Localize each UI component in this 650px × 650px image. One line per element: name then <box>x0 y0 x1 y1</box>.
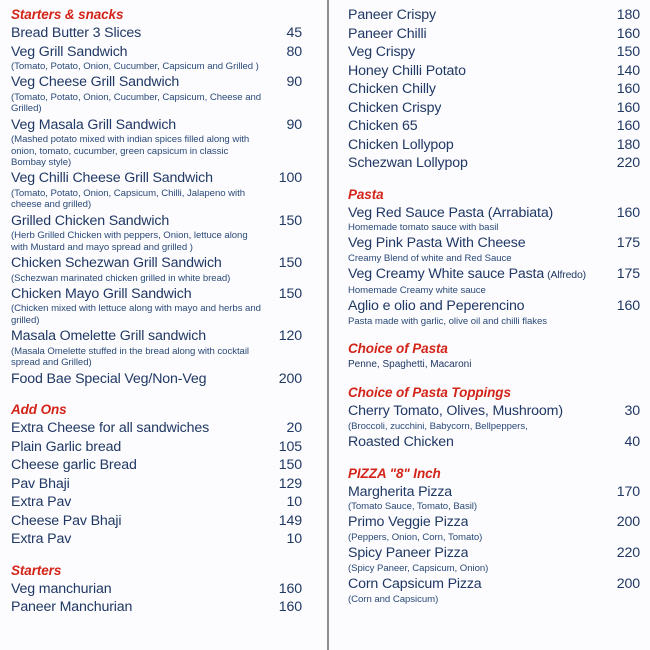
menu-item-row[interactable] <box>348 234 640 253</box>
menu-section <box>11 401 302 549</box>
menu-item-price: 150 <box>278 285 302 302</box>
menu-item-name: Chicken 65 <box>348 118 418 134</box>
menu-item-name: Honey Chilli Potato <box>348 62 466 79</box>
menu-item-price: 90 <box>286 74 302 91</box>
menu-item-description: (Herb Grilled Chicken with peppers, Onion, lettuce along with Mustard and mayo spread and grilled ) <box>11 230 248 253</box>
menu-item-price: 160 <box>278 599 302 616</box>
menu-item-name-group <box>11 512 121 531</box>
menu-section <box>11 562 302 617</box>
menu-item-description: (Tomato, Potato, Onion, Capsicum, Chilli, Jalapeno with cheese and grilled) <box>11 187 246 211</box>
menu-item-row[interactable] <box>11 327 302 346</box>
menu-item-price: 140 <box>616 62 640 79</box>
menu-item-description: Homemade Creamy white sauce <box>348 284 486 296</box>
menu-item-price: 90 <box>286 116 302 133</box>
section-title: Choice of Pasta <box>348 341 448 357</box>
menu-item-description: (Tomato, Potato, Onion, Cucumber, Capsicum, Cheese and Grilled) <box>11 91 262 115</box>
menu-item-row[interactable] <box>348 6 640 25</box>
menu-item-row[interactable] <box>348 136 640 155</box>
menu-item-name: Plain Garlic bread <box>11 438 122 455</box>
menu-item-name-group <box>11 438 121 457</box>
menu-item-row[interactable] <box>11 24 302 43</box>
menu-item-row[interactable] <box>348 62 640 81</box>
menu-item-description: (Tomato, Potato, Onion, Cucumber, Capsicum and Grilled ) <box>11 61 259 72</box>
menu-item-name: Paneer Crispy <box>348 7 436 23</box>
menu-item-name: Chicken Mayo Grill Sandwich <box>11 285 192 302</box>
menu-item-row[interactable] <box>348 117 640 136</box>
menu-item-description: (Spicy Paneer, Capsicum, Onion) <box>348 562 489 574</box>
menu-item-price: 170 <box>616 483 640 500</box>
menu-item-description: (Corn and Capsicum) <box>348 593 439 605</box>
menu-item-row[interactable] <box>11 285 302 304</box>
menu-item-name-group <box>11 285 191 304</box>
menu-item-name-group <box>348 62 466 81</box>
menu-item-name-group <box>348 402 563 421</box>
menu-item-description: (Broccoli, zucchini, Babycorn, Bellpeppers, <box>348 420 528 432</box>
menu-item-description: Creamy Blend of white and Red Sauce <box>348 252 512 264</box>
menu-item-row[interactable] <box>348 433 640 452</box>
menu-item-price: 160 <box>616 81 640 97</box>
menu-item-name: Schezwan Lollypop <box>348 155 468 171</box>
menu-item-name-group <box>348 6 436 25</box>
menu-item-price: 200 <box>616 576 640 593</box>
menu-item-name: Pav Bhaji <box>11 475 70 492</box>
menu-item-description: Homemade tomato sauce with basil <box>348 222 499 233</box>
menu-item-name: Primo Veggie Pizza <box>348 514 469 531</box>
menu-item-name-group <box>348 544 468 563</box>
menu-section <box>11 6 302 388</box>
menu-item-row[interactable] <box>348 204 640 223</box>
menu-section <box>348 465 640 606</box>
menu-item-name-group <box>11 530 71 549</box>
menu-item-name-group <box>348 154 468 173</box>
menu-item-price: 160 <box>616 99 640 116</box>
menu-item-row[interactable] <box>11 530 302 549</box>
menu-item-name: Veg Masala Grill Sandwich <box>11 116 177 133</box>
menu-item-name: Veg manchurian <box>11 580 112 597</box>
menu-item-name-group <box>11 493 71 512</box>
menu-item-price: 180 <box>616 7 640 23</box>
menu-item-name: Veg Grill Sandwich <box>11 43 128 60</box>
menu-item-name: Extra Pav <box>11 531 72 548</box>
menu-item-name-group <box>348 25 427 44</box>
menu-section <box>348 384 640 451</box>
menu-item-row[interactable] <box>348 265 640 285</box>
menu-item-price: 150 <box>278 457 302 474</box>
menu-item-name-group <box>348 43 415 62</box>
menu-item-name-group <box>11 169 213 188</box>
menu-item-row[interactable] <box>11 438 302 457</box>
menu-item-price: 150 <box>616 44 640 60</box>
menu-item-price: 149 <box>278 512 302 529</box>
menu-item-description: (Schezwan marinated chicken grilled in white bread) <box>11 272 231 284</box>
menu-item-name-group <box>348 80 436 99</box>
menu-item-name: Margherita Pizza <box>348 483 453 500</box>
menu-item-name-group <box>11 419 209 438</box>
menu-item-name: Veg Red Sauce Pasta (Arrabiata) <box>348 204 554 221</box>
menu-item-name-group <box>348 513 468 532</box>
menu-item-name: Food Bae Special Veg/Non-Veg <box>11 370 207 387</box>
menu-item-name-group <box>11 456 137 475</box>
menu-item-name-group <box>348 99 441 118</box>
menu-item-price: 220 <box>616 155 640 171</box>
menu-item-row[interactable] <box>11 598 302 617</box>
menu-item-description: (Peppers, Onion, Corn, Tomato) <box>348 531 483 543</box>
menu-item-name-group <box>11 327 206 346</box>
menu-item-row[interactable] <box>11 116 302 135</box>
menu-item-name: Paneer Manchurian <box>11 599 133 616</box>
menu-item-description: (Masala Omelette stuffed in the bread along with cocktail spread and Grilled) <box>11 345 250 369</box>
menu-item-name-group <box>348 136 454 155</box>
menu-section <box>348 186 640 328</box>
menu-item-name-group <box>11 116 176 135</box>
section-title: Add Ons <box>11 402 67 418</box>
menu-item-price: 200 <box>616 514 640 531</box>
menu-item-price: 160 <box>278 580 302 597</box>
menu-item-name-group <box>348 204 553 223</box>
menu-item-price: 160 <box>616 204 640 221</box>
menu-item-name: Grilled Chicken Sandwich <box>11 212 170 229</box>
menu-item-row[interactable] <box>348 297 640 316</box>
menu-item-row[interactable] <box>11 419 302 438</box>
menu-item-row[interactable] <box>348 80 640 99</box>
menu-item-row[interactable] <box>11 370 302 389</box>
menu-item-name: Corn Capsicum Pizza <box>348 576 482 593</box>
menu-item-name: Veg Pink Pasta With Cheese <box>348 235 526 252</box>
menu-item-price: 220 <box>616 545 640 562</box>
menu-item-name-group <box>11 212 169 231</box>
menu-item-price: 40 <box>624 434 640 451</box>
menu-item-price: 10 <box>286 494 302 511</box>
menu-item-row[interactable] <box>348 544 640 563</box>
menu-item-name: Chicken Chilly <box>348 81 436 97</box>
menu-item-price: 200 <box>278 370 302 387</box>
menu-column-right <box>329 0 650 650</box>
menu-item-description: Pasta made with garlic, olive oil and chilli flakes <box>348 315 548 327</box>
menu-item-name: Cherry Tomato, Olives, Mushroom) <box>348 403 563 420</box>
menu-item-row[interactable] <box>348 99 640 118</box>
menu-item-name-group <box>11 580 111 599</box>
menu-item-price: 150 <box>278 255 302 272</box>
menu-item-price: 150 <box>278 212 302 229</box>
menu-item-row[interactable] <box>11 456 302 475</box>
menu-item-price: 160 <box>616 298 640 315</box>
menu-item-name: Veg Crispy <box>348 44 416 60</box>
menu-item-name: Bread Butter 3 Slices <box>11 25 142 41</box>
menu-item-name-group <box>11 73 179 92</box>
menu-item-row[interactable] <box>11 580 302 599</box>
menu-item-name: Paneer Chilli <box>348 25 427 42</box>
menu-item-name: Spicy Paneer Pizza <box>348 545 469 562</box>
menu-item-price: 160 <box>616 118 640 134</box>
menu-item-name-group <box>348 117 417 136</box>
menu-item-name-group <box>348 265 586 285</box>
menu-item-price: 20 <box>286 420 302 437</box>
menu-item-price: 160 <box>616 25 640 42</box>
menu-item-name-group <box>348 433 454 452</box>
menu-item-price: 80 <box>286 43 302 60</box>
menu-item-name: Veg Creamy White sauce Pasta <box>348 266 545 283</box>
menu-item-description: (Tomato Sauce, Tomato, Basil) <box>348 501 478 513</box>
menu-item-name-group <box>348 483 452 502</box>
menu-item-name: Chicken Lollypop <box>348 136 454 153</box>
menu-item-price: 105 <box>278 438 302 455</box>
menu-item-row[interactable] <box>11 493 302 512</box>
menu-item-name-group <box>11 24 141 43</box>
menu-item-name-group <box>11 254 222 273</box>
menu-item-row[interactable] <box>11 43 302 62</box>
menu-item-name-suffix: (Alfredo) <box>547 269 587 282</box>
menu-section <box>348 6 640 173</box>
menu-item-name-group <box>348 297 524 316</box>
menu-item-name: Masala Omelette Grill sandwich <box>11 328 206 345</box>
menu-item-row[interactable] <box>11 169 302 188</box>
menu-item-row[interactable] <box>11 212 302 231</box>
menu-item-row[interactable] <box>11 73 302 92</box>
menu-item-price: 30 <box>624 403 640 420</box>
section-title: Starters & snacks <box>11 7 124 22</box>
menu-item-row[interactable] <box>11 254 302 273</box>
menu-item-price: 180 <box>616 136 640 153</box>
menu-item-price: 175 <box>616 235 640 252</box>
section-title: Choice of Pasta Toppings <box>348 385 511 401</box>
menu-item-name: Aglio e olio and Peperencino <box>348 298 525 315</box>
menu-item-row[interactable] <box>348 154 640 173</box>
menu-item-name: Roasted Chicken <box>348 434 454 451</box>
menu-item-name: Chicken Crispy <box>348 99 442 116</box>
menu-item-row[interactable] <box>11 475 302 494</box>
menu-section <box>348 340 640 371</box>
section-title: Starters <box>11 562 62 578</box>
menu-item-price: 120 <box>278 328 302 345</box>
menu-item-name-group <box>11 598 132 617</box>
menu-item-name: Cheese garlic Bread <box>11 457 137 474</box>
menu-item-name-group <box>11 475 70 494</box>
menu-item-description: (Chicken mixed with lettuce along with mayo and herbs and grilled) <box>11 303 261 326</box>
menu-item-name-group <box>348 234 525 253</box>
menu-item-price: 45 <box>286 25 302 41</box>
menu-item-description: (Mashed potato mixed with indian spices filled along with onion, tomato, cucumber, green capsicum in classic Bombay style) <box>11 134 250 169</box>
menu-item-row[interactable] <box>348 513 640 532</box>
menu-item-price: 129 <box>278 475 302 492</box>
menu-item-price: 100 <box>278 170 302 187</box>
menu-item-name-group <box>348 575 482 594</box>
menu-item-name: Veg Chilli Cheese Grill Sandwich <box>11 170 213 187</box>
menu-item-row[interactable] <box>348 43 640 62</box>
menu-item-price: 10 <box>286 531 302 548</box>
section-title: Pasta <box>348 186 384 202</box>
menu-item-row[interactable] <box>348 483 640 502</box>
menu-item-row[interactable] <box>11 512 302 531</box>
menu-item-row[interactable] <box>348 575 640 594</box>
menu-item-name-group <box>11 370 206 389</box>
section-note: Penne, Spaghetti, Macaroni <box>348 359 472 371</box>
menu-item-name: Veg Cheese Grill Sandwich <box>11 74 180 91</box>
menu-item-name: Chicken Schezwan Grill Sandwich <box>11 255 222 272</box>
menu-item-row[interactable] <box>348 25 640 44</box>
menu-item-name: Extra Cheese for all sandwiches <box>11 420 210 437</box>
menu-item-name: Cheese Pav Bhaji <box>11 512 122 529</box>
section-title: PIZZA "8" Inch <box>348 465 441 481</box>
menu-item-price: 175 <box>616 266 640 283</box>
menu-item-name-group <box>11 43 127 62</box>
menu-item-row[interactable] <box>348 402 640 421</box>
menu-item-name: Extra Pav <box>11 494 72 511</box>
